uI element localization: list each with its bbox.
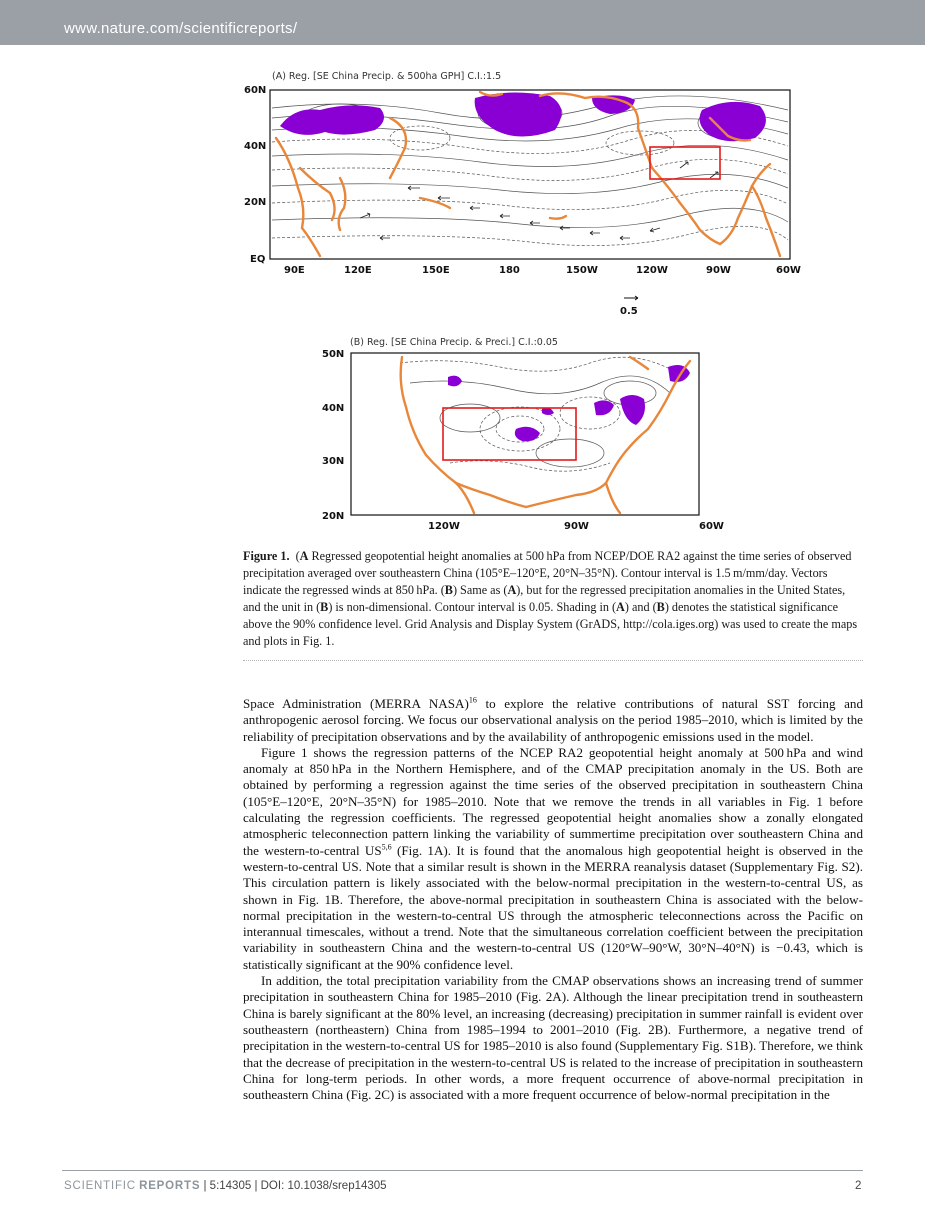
y-tick-label: 30N: [322, 456, 345, 467]
caption-panel-letter: B: [320, 600, 329, 614]
caption-text: ) is non-dimensional. Contour interval is 0.05. Shading in (: [328, 600, 617, 614]
paragraph: [243, 696, 863, 745]
caption-panel-letter: B: [656, 600, 665, 614]
x-tick-label: 60W: [699, 521, 724, 532]
x-tick-label: 90W: [706, 265, 731, 276]
figure-1b-x-axis: [428, 521, 724, 532]
y-tick-label: 40N: [322, 403, 345, 414]
figure-1a-map: [240, 68, 820, 323]
x-tick-label: 90W: [564, 521, 589, 532]
figure-1b-title: (B) Reg. [SE China Precip. & Preci.] C.I.:0.05: [350, 337, 558, 348]
x-tick-label: 60W: [776, 265, 801, 276]
caption-text: Regressed geopotential height anomalies at 500 hPa from NCEP/DOE RA2 against the time series of observed precipitation averaged over southeastern China (105°E–120°E, 20°N–35°N). Contour interval is 1.5 m/mm/day. Vectors indicate the regressed winds at 850 hPa. (: [243, 549, 852, 597]
paragraph-text: Figure 1 shows the regression patterns of the NCEP RA2 geopotential height anomaly at 500 hPa and wind anomaly at 850 hPa in the Northern Hemisphere, and of the CMAP precipitation anomaly in the US. Both are obtained by performing a regression against the time series of the observed precipitation in southeastern China (105°E–120°E, 20°N–35°N) for 1985–2010. Note that we remove the trends in all variables in Fig. 1 before calculating the regression coefficients. The regressed geopotential height anomalies show a zonally elongated atmospheric teleconnection pattern linking the variability of summertime precipitation over southeastern China and the western-to-central US: [243, 744, 863, 858]
caption-panel-letter: A: [299, 549, 309, 563]
figure-1b-map: [322, 333, 730, 535]
caption-text: ), but for the regressed precipitation anomalies in the United States, and the unit in (: [243, 583, 846, 614]
journal-name: SCIENTIFIC: [64, 1180, 136, 1192]
figure-1a-y-axis: [244, 85, 266, 265]
caption-panel-letter: B: [444, 583, 453, 597]
page-number: 2: [855, 1180, 862, 1192]
y-tick-label: EQ: [250, 254, 266, 265]
paragraph-text: Space Administration (MERRA NASA): [243, 696, 469, 711]
y-tick-label: 50N: [322, 349, 345, 360]
x-tick-label: 90E: [284, 265, 305, 276]
y-tick-label: 60N: [244, 85, 267, 96]
figure-1a-title: (A) Reg. [SE China Precip. & 500ha GPH] C.I.:1.5: [272, 71, 502, 82]
caption-text: ) Same as (: [452, 583, 508, 597]
paragraph: [243, 745, 863, 973]
paragraph: In addition, the total precipitation variability from the CMAP observations shows an increasing trend of summer precipitation in southeastern China for 1985–2010 (Fig. 2A). Although the linear precipitation trend in southeastern China is barely significant at the 80% level, an increasing (decreasing) precipitation in summer rainfall is evident over southeastern (northeastern) China from 1985–1994 to 2001–2010 (Fig. 2B). Furthermore, a negative trend of precipitation in the western-to-central US for 1985–2010 is also found (Supplementary Fig. S1B). Therefore, we think that the decrease of precipitation in the western-to-central US is related to the increase of precipitation in southeastern China for long-term periods. In other words, a more frequent occurrence of above-normal precipitation in southeastern China (Fig. 2C) is associated with a more frequent occurrence of below-normal precipitation in the: [243, 973, 863, 1103]
figure-1a-x-axis: [284, 265, 801, 276]
journal-name: REPORTS: [139, 1180, 201, 1192]
caption-panel-letter: A: [507, 583, 517, 597]
x-tick-label: 180: [499, 265, 520, 276]
caption-panel-letter: A: [616, 600, 625, 614]
vector-scale-label: 0.5: [620, 306, 638, 317]
figure-caption: [243, 548, 863, 650]
journal-header-bar: [0, 0, 925, 45]
footer-divider: [62, 1170, 863, 1171]
article-body: [243, 696, 863, 1103]
caption-separator: [243, 660, 863, 661]
x-tick-label: 120W: [636, 265, 668, 276]
y-tick-label: 20N: [322, 511, 345, 522]
footer-citation: [64, 1180, 387, 1192]
doi-citation: | 5:14305 | DOI: 10.1038/srep14305: [200, 1180, 387, 1192]
citation-ref[interactable]: 16: [468, 695, 477, 705]
y-tick-label: 20N: [244, 197, 267, 208]
citation-ref[interactable]: 5,6: [381, 842, 392, 852]
figure-1b-y-axis: [322, 349, 344, 522]
caption-text: ) denotes the statistical significance above the 90% confidence level. Grid Analysis and Display System (GrADS, http://cola.iges.org) was used to create the maps and plots in Fig. 1.: [243, 600, 858, 648]
journal-url[interactable]: www.nature.com/scientificreports/: [64, 20, 298, 37]
figure-label: Figure 1.: [243, 549, 290, 563]
x-tick-label: 150E: [422, 265, 450, 276]
x-tick-label: 120E: [344, 265, 372, 276]
y-tick-label: 40N: [244, 141, 267, 152]
paragraph-text: to explore the relative contributions of natural SST forcing and anthropogenic aerosol forcing. We focus our observational analysis on the period 1985–2010, which is limited by the reliability of precipitation observations and by the availability of anthropogenic emissions used in the model.: [243, 696, 864, 744]
paragraph-text: (Fig. 1A). It is found that the anomalous high geopotential height is observed in the western-to-central US. Note that a similar result is shown in the MERRA reanalysis dataset (Supplementary Fig. S2). This circulation pattern is likely associated with the below-normal precipitation in the western-to-central US, as shown in Fig. 1B. Therefore, the above-normal precipitation in southeastern China is associated with the below-normal precipitation in the western-to-central US through the atmospheric teleconnections across the Pacific on interannual timescales, without a trend. Note that the simultaneous correlation coefficient between the precipitation variability in southeastern China and the western-to-central US (120°W–90°W, 30°N–40°N) is −0.43, which is statistically significant at the 90% confidence level.: [243, 842, 863, 972]
caption-text: (: [295, 549, 300, 563]
figure-1a-vector-scale: [620, 296, 638, 317]
x-tick-label: 120W: [428, 521, 460, 532]
caption-text: ) and (: [624, 600, 657, 614]
x-tick-label: 150W: [566, 265, 598, 276]
